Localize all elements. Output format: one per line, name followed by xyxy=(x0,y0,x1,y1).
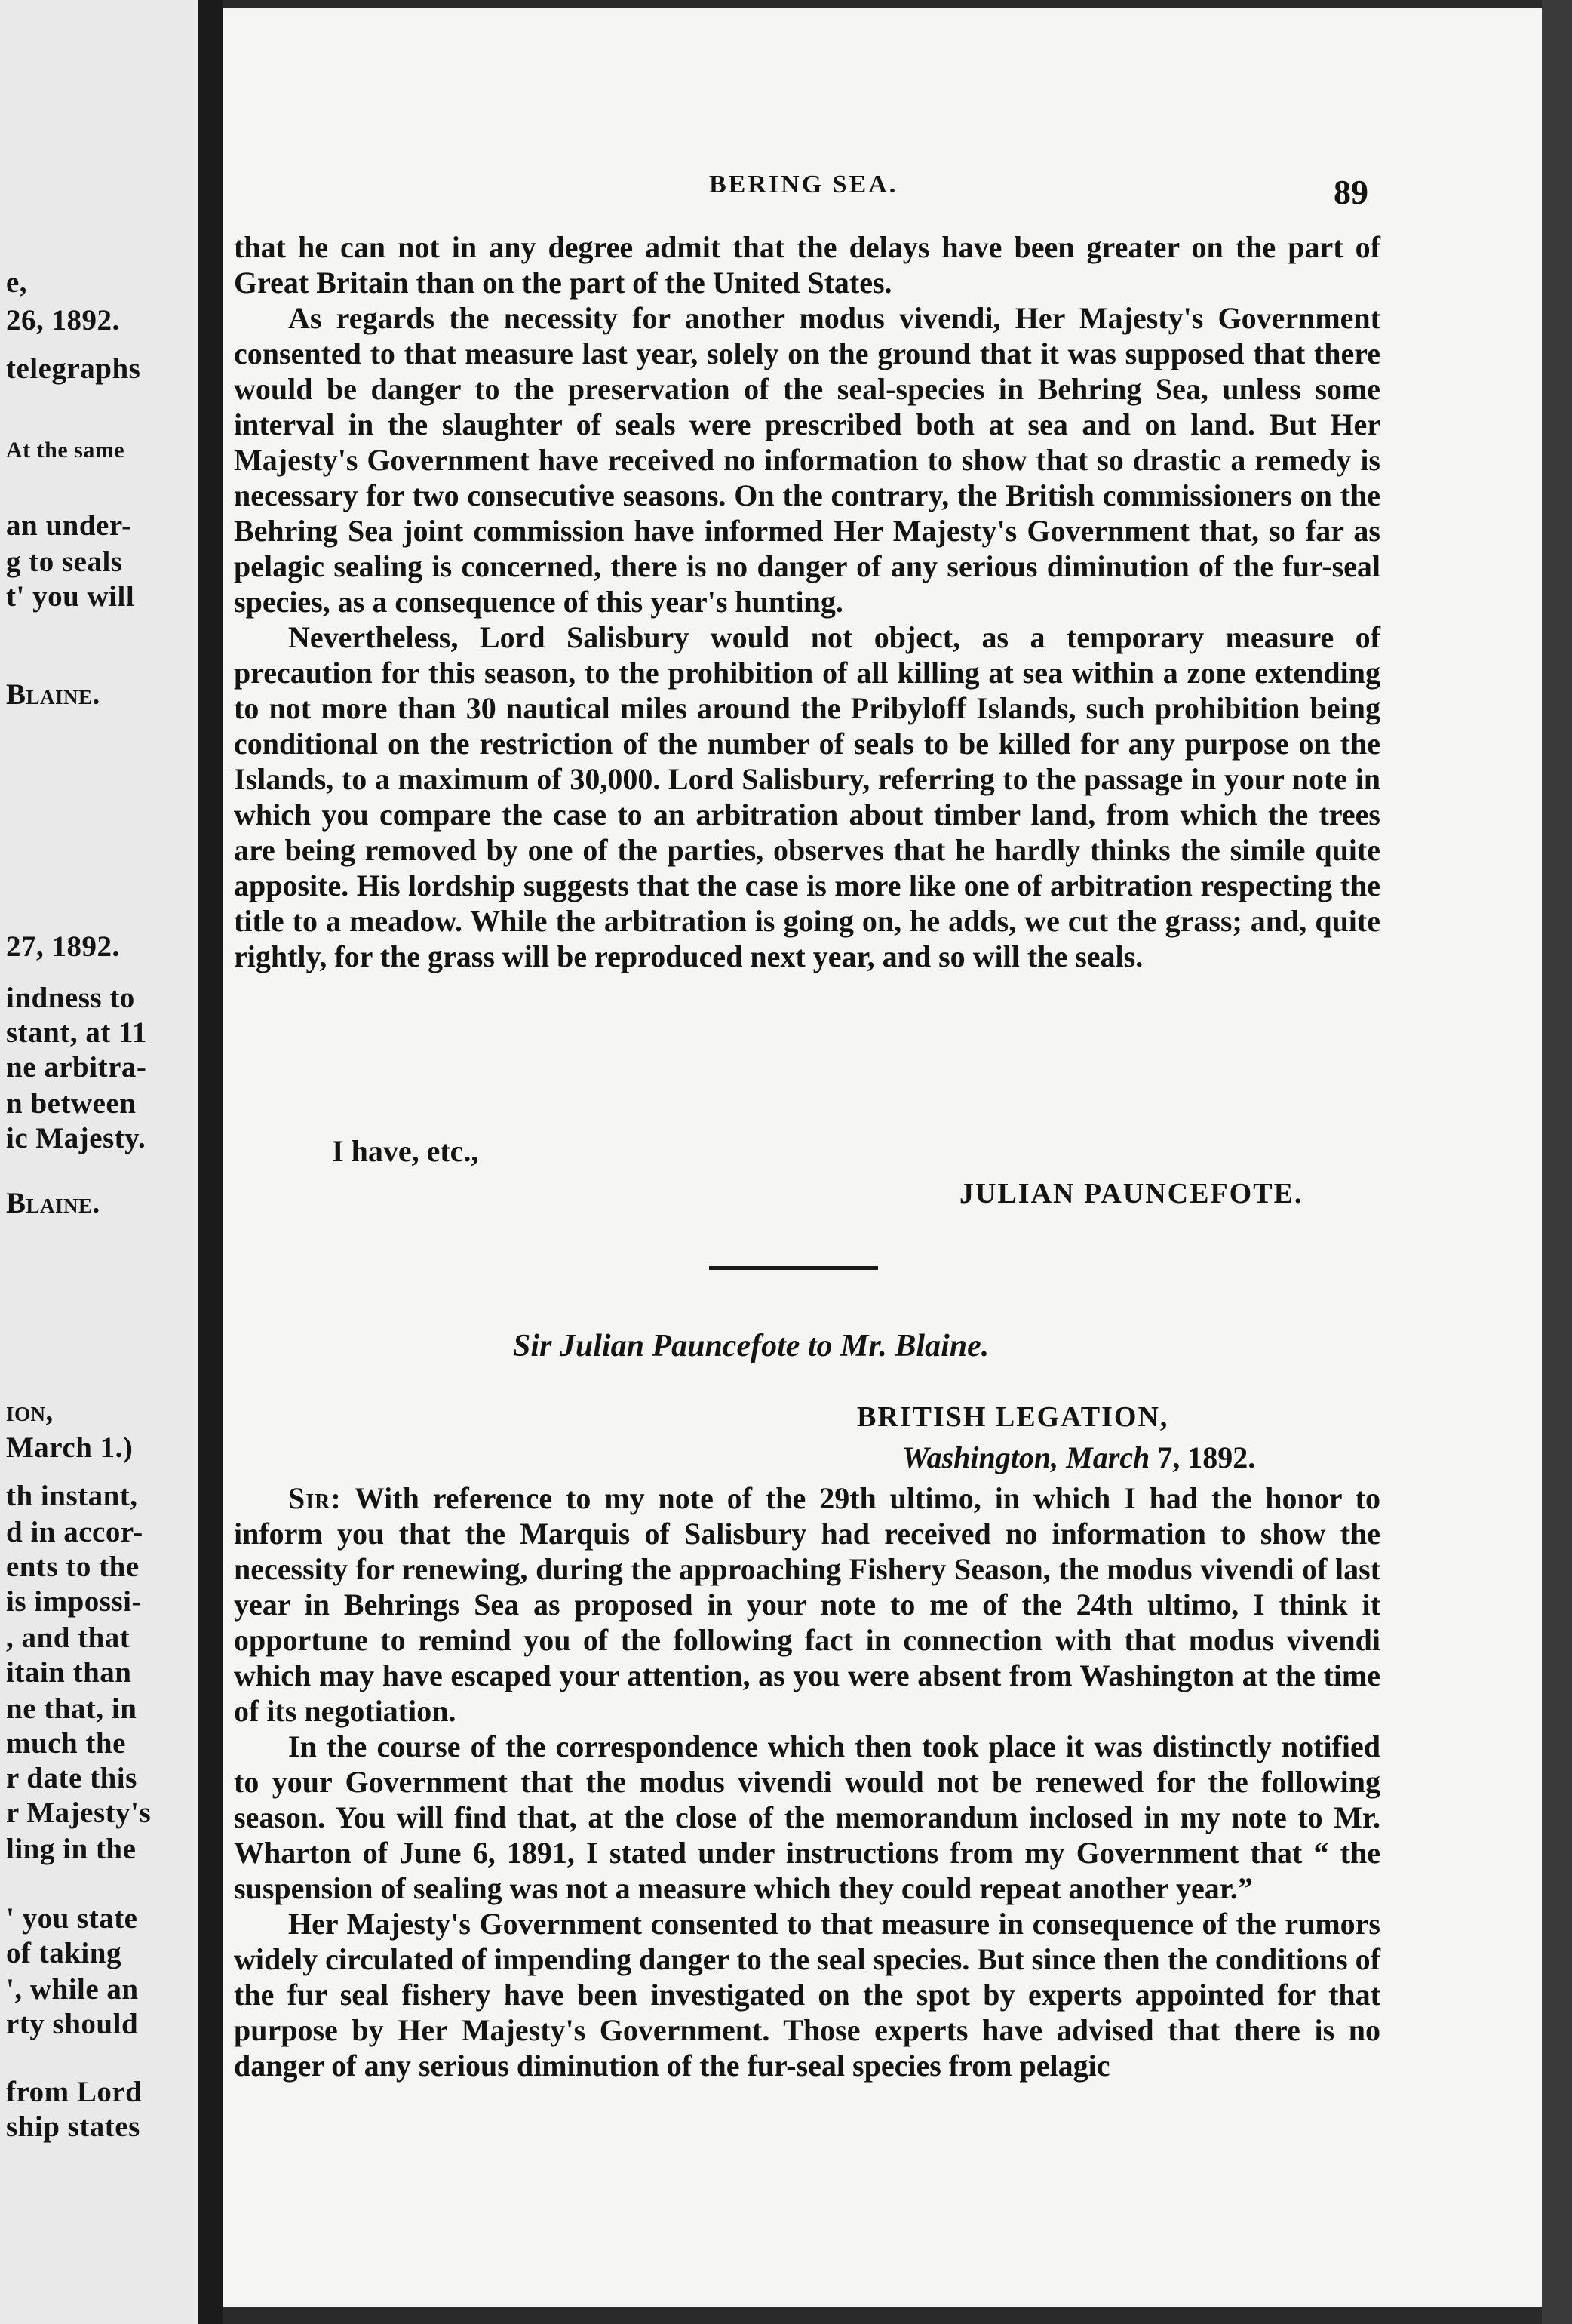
facing-line: from Lord xyxy=(6,2076,143,2108)
page-top-edge xyxy=(223,0,1542,8)
facing-line: much the xyxy=(6,1727,126,1760)
page-right-edge xyxy=(1542,0,1572,2324)
facing-line: is impossi- xyxy=(6,1585,142,1618)
page-number: 89 xyxy=(1334,173,1368,211)
facing-line: Blaine. xyxy=(6,678,100,711)
facing-line: ne arbitra- xyxy=(6,1051,147,1084)
facing-line: r date this xyxy=(6,1762,137,1794)
facing-line: rty should xyxy=(6,2008,139,2040)
facing-line: d in accor- xyxy=(6,1516,143,1548)
facing-line: t' you will xyxy=(6,580,135,613)
facing-line: ic Majesty. xyxy=(6,1122,146,1154)
signature: JULIAN PAUNCEFOTE. xyxy=(959,1178,1303,1210)
paragraph: Her Majesty's Government consented to that measure in consequence of the rumors widely circulated of impending danger to the seal species. But since then the conditions of the fur seal fishery have been investigated on the spot by experts appointed for that purpose by Her Majesty's Government. Those experts have advised that there is no danger of any serious diminution of the fur-seal species from pelagic xyxy=(234,1907,1380,2083)
book-spine-gutter xyxy=(198,0,223,2324)
letter-heading: Sir Julian Pauncefote to Mr. Blaine. xyxy=(513,1329,990,1363)
page-bottom-edge xyxy=(223,2307,1542,2324)
facing-line: stant, at 11 xyxy=(6,1016,147,1049)
letter-date xyxy=(902,1440,1255,1475)
paragraph-text: With reference to my note of the 29th ultimo, in which I had the honor to inform you that the Marquis of Salisbury had received no information to show the necessity for renewing, during the approaching Fishery Season, the modus vivendi of last year in Behrings Sea as proposed in your note to me of the 24th ultimo, I think it opportune to remind you of the following fact in connection with that modus vivendi which may have escaped your attention, as you were absent from Washington at the time of its negotiation. xyxy=(234,1481,1380,1728)
facing-line: Blaine. xyxy=(6,1187,100,1219)
facing-line: th instant, xyxy=(6,1480,138,1512)
facing-line: ' you state xyxy=(6,1902,138,1935)
facing-line: of taking xyxy=(6,1937,121,1969)
facing-line: itain than xyxy=(6,1656,132,1689)
facing-line: ion, xyxy=(6,1395,54,1428)
closing: I have, etc., xyxy=(332,1134,479,1168)
section-divider xyxy=(709,1266,878,1270)
paragraph: Nevertheless, Lord Salisbury would not object, as a temporary measure of precaution for this season, to the prohibition of all killing at sea within a zone extending to not more than 30 nautical miles around the Pribyloff Islands, such prohibition being conditional on the restriction of the number of seals to be killed for any purpose on the Islands, to a maximum of 30,000. Lord Salisbury, referring to the passage in your note in which you compare the case to an arbitration about timber land, from which the trees are being removed by one of the parties, observes that he hardly thinks the simile quite apposite. His lordship suggests that the case is more like one of arbitration respecting the title to a meadow. While the arbitration is going on, he adds, we cut the grass; and, quite rightly, for the grass will be reproduced next year, and so will the seals. xyxy=(234,620,1380,973)
facing-line: 26, 1892. xyxy=(6,304,120,337)
facing-line: indness to xyxy=(6,982,135,1014)
facing-page-fragment xyxy=(0,0,198,2324)
facing-line: At the same xyxy=(6,438,125,463)
facing-line: an under- xyxy=(6,509,132,542)
facing-line: ne that, in xyxy=(6,1692,137,1725)
letter-2-body xyxy=(234,1480,1380,2083)
letter-place: BRITISH LEGATION, xyxy=(857,1401,1169,1433)
paragraph: In the course of the correspondence which then took place it was distinctly notified to your Government that the modus vivendi would not be renewed for the following season. You will find that, at the close of the memorandum inclosed in my note to Mr. Wharton of June 6, 1891, I stated under instructions from my Government that “ the suspension of sealing was not a measure which they could repeat another year.” xyxy=(234,1729,1380,1905)
facing-line: n between xyxy=(6,1087,137,1120)
facing-line: ship states xyxy=(6,2110,140,2143)
facing-line: March 1.) xyxy=(6,1431,134,1464)
facing-line: ', while an xyxy=(6,1973,139,2006)
facing-line: , and that xyxy=(6,1622,130,1654)
facing-line: telegraphs xyxy=(6,352,141,385)
facing-line: ling in the xyxy=(6,1833,137,1865)
facing-line: e, xyxy=(6,266,28,299)
facing-line: ents to the xyxy=(6,1551,140,1583)
paragraph: that he can not in any degree admit that the delays have been greater on the part of Great Britain than on the part of the United States. xyxy=(234,230,1380,300)
letter-1-body xyxy=(234,229,1380,974)
paragraph xyxy=(234,1480,1380,1729)
salutation: Sir: xyxy=(288,1481,342,1515)
paragraph: As regards the necessity for another modus vivendi, Her Majesty's Government consented to that measure last year, solely on the ground that it was supposed that there would be danger to the preservation of the seal-species in Behring Sea, unless some interval in the slaughter of seals were prescribed both at sea and on land. But Her Majesty's Government have received no information to show that so drastic a remedy is necessary for two consecutive seasons. On the contrary, the British commissioners on the Behring Sea joint commission have informed Her Majesty's Government that, so far as pelagic sealing is concerned, there is no danger of any serious diminution of the fur-seal species, as a consequence of this year's hunting. xyxy=(234,301,1380,619)
date-place: Washington, March xyxy=(902,1440,1150,1474)
facing-line: g to seals xyxy=(6,546,123,578)
date-rest: 7, 1892. xyxy=(1157,1440,1256,1474)
facing-line: 27, 1892. xyxy=(6,930,120,963)
running-head: BERING SEA. xyxy=(709,171,898,198)
facing-line: r Majesty's xyxy=(6,1797,152,1829)
